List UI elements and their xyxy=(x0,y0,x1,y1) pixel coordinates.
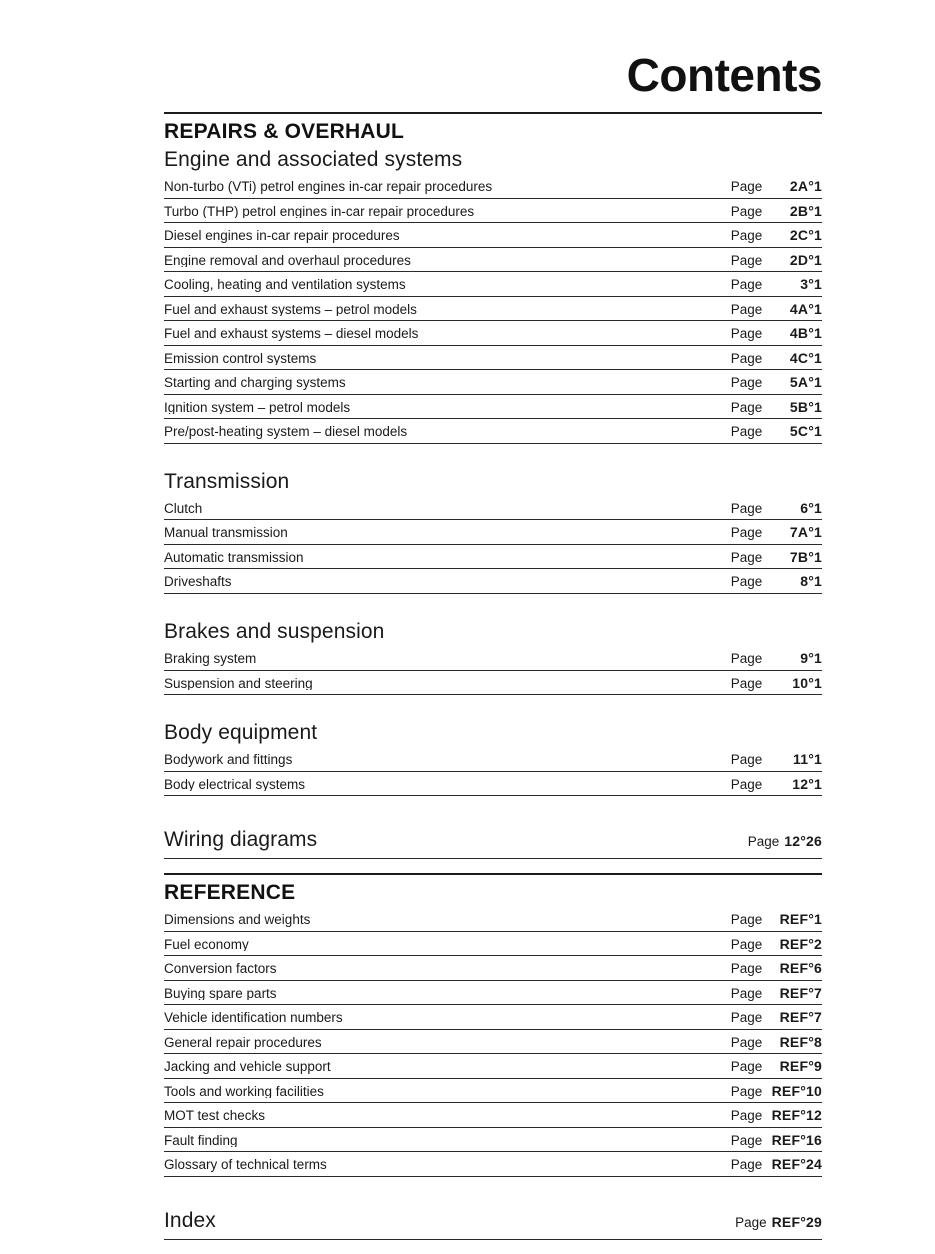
page-reference: 4B°1 xyxy=(789,325,822,342)
page-label: Page xyxy=(730,179,763,195)
page-label: Page xyxy=(730,1034,763,1050)
page-reference: 8°1 xyxy=(800,573,822,590)
subsection-heading-engine: Engine and associated systems xyxy=(164,148,463,172)
page-label: Page xyxy=(747,834,780,850)
page-label: Page xyxy=(730,399,763,415)
toc-entry-page xyxy=(731,302,822,317)
section-spacer xyxy=(164,1240,822,1254)
toc-entry[interactable] xyxy=(164,956,822,980)
section-spacer xyxy=(164,444,822,466)
page-label: Page xyxy=(730,375,763,391)
toc-entry-page xyxy=(731,777,822,792)
index-page xyxy=(735,1214,822,1230)
toc-entry-title: Braking system xyxy=(164,652,257,666)
toc-entry-page xyxy=(731,1133,822,1148)
toc-entry-page xyxy=(731,277,822,292)
toc-entry-title: General repair procedures xyxy=(164,1035,322,1050)
index[interactable] xyxy=(164,1207,822,1239)
section-spacer xyxy=(164,796,822,826)
wiring-diagrams[interactable] xyxy=(164,826,822,858)
page-label: Page xyxy=(730,228,763,244)
toc-entry[interactable] xyxy=(164,1079,822,1103)
toc-entry-title: Glossary of technical terms xyxy=(164,1158,327,1172)
toc-entry-title: Ignition system – petrol models xyxy=(164,400,351,415)
toc-entry[interactable] xyxy=(164,248,822,272)
toc-entry[interactable] xyxy=(164,395,822,419)
section-rule xyxy=(164,873,822,875)
toc-entry-title: Tools and working facilities xyxy=(164,1084,324,1099)
section-spacer xyxy=(164,594,822,616)
toc-entry-page xyxy=(731,501,822,516)
toc-entry-page xyxy=(731,574,822,589)
toc-entry-page xyxy=(731,253,822,268)
toc-entry-title: Fuel and exhaust systems – diesel models xyxy=(164,327,419,341)
page-reference: 4A°1 xyxy=(789,300,822,317)
page-label: Page xyxy=(730,1083,763,1099)
toc-entry-page xyxy=(731,351,822,366)
toc-entry[interactable] xyxy=(164,370,822,394)
page-reference: REF°6 xyxy=(779,960,822,977)
toc-entry-title: Manual transmission xyxy=(164,526,288,540)
page-reference: REF°2 xyxy=(779,935,822,952)
toc-entry[interactable] xyxy=(164,1054,822,1078)
page-label: Page xyxy=(730,752,763,768)
toc-entry-title: Clutch xyxy=(164,501,203,516)
page-title: Contents xyxy=(626,49,822,101)
page-reference: 10°1 xyxy=(792,674,822,691)
page-label: Page xyxy=(730,1157,763,1173)
toc-entry[interactable] xyxy=(164,569,822,593)
page-label: Page xyxy=(730,574,763,590)
section-spacer xyxy=(164,695,822,717)
toc-entry-page xyxy=(731,1084,822,1099)
section-heading-reference: REFERENCE xyxy=(164,881,296,905)
toc-entry-page xyxy=(731,525,822,540)
toc-entry-title: Jacking and vehicle support xyxy=(164,1060,331,1074)
toc-entry[interactable] xyxy=(164,199,822,223)
section-spacer xyxy=(164,859,822,873)
page-label: Page xyxy=(735,1214,767,1230)
page-label: Page xyxy=(730,1108,763,1124)
toc-entry-title: Body electrical systems xyxy=(164,777,306,792)
toc-entry[interactable] xyxy=(164,981,822,1005)
page-label: Page xyxy=(730,549,763,565)
toc-entry-page xyxy=(731,986,822,1001)
toc-entry-title: Conversion factors xyxy=(164,962,277,976)
page-label: Page xyxy=(730,350,763,366)
toc-entry-title: Automatic transmission xyxy=(164,550,304,565)
toc-entry[interactable] xyxy=(164,1030,822,1054)
page-label: Page xyxy=(730,776,763,792)
toc-entry[interactable] xyxy=(164,932,822,956)
page-reference: REF°10 xyxy=(771,1082,822,1099)
toc-entry-title: Fuel economy xyxy=(164,937,249,952)
toc-entry[interactable] xyxy=(164,223,822,247)
page-reference: REF°8 xyxy=(779,1033,822,1050)
toc-entry-page xyxy=(731,550,822,565)
toc-entry-title: Dimensions and weights xyxy=(164,913,311,927)
page-label: Page xyxy=(730,675,763,691)
toc-entry-title: Suspension and steering xyxy=(164,676,313,691)
page-reference: REF°16 xyxy=(771,1131,822,1148)
toc-entry-title: Diesel engines in-car repair procedures xyxy=(164,229,400,243)
page-label: Page xyxy=(730,1132,763,1148)
page-reference: 7A°1 xyxy=(789,524,822,541)
page-label: Page xyxy=(730,424,763,440)
page-reference: 9°1 xyxy=(800,650,822,667)
wiring-diagrams-page xyxy=(748,833,822,849)
toc-entry[interactable] xyxy=(164,1152,822,1176)
page-reference: REF°1 xyxy=(779,911,822,928)
toc-entry-page xyxy=(731,676,822,691)
toc-entry[interactable] xyxy=(164,321,822,345)
page-reference: 6°1 xyxy=(800,499,822,516)
page-reference: 5A°1 xyxy=(789,374,822,391)
toc-entry-title: Fault finding xyxy=(164,1133,238,1148)
page-reference: 2B°1 xyxy=(789,202,822,219)
page-label: Page xyxy=(730,912,763,928)
page-reference: 4C°1 xyxy=(789,349,822,366)
page-reference: 11°1 xyxy=(793,751,822,768)
toc-entry[interactable] xyxy=(164,346,822,370)
toc-entry-page xyxy=(731,937,822,952)
toc-entry[interactable] xyxy=(164,272,822,296)
toc-entry-title: MOT test checks xyxy=(164,1109,266,1123)
contents-body xyxy=(164,112,822,1254)
page-reference: 12°26 xyxy=(784,833,822,850)
page-label: Page xyxy=(730,1059,763,1075)
page-reference: REF°7 xyxy=(779,984,822,1001)
toc-entry[interactable] xyxy=(164,1103,822,1127)
toc-entry-page xyxy=(731,179,822,194)
page-label: Page xyxy=(730,961,763,977)
toc-entry-title: Driveshafts xyxy=(164,575,232,589)
page-reference: REF°29 xyxy=(771,1213,822,1230)
page-label: Page xyxy=(730,936,763,952)
page-reference: 5B°1 xyxy=(789,398,822,415)
toc-entry[interactable] xyxy=(164,297,822,321)
toc-entry-page xyxy=(731,1108,822,1123)
toc-entry[interactable] xyxy=(164,772,822,796)
toc-entry-page xyxy=(731,752,822,767)
toc-entry-page xyxy=(731,326,822,341)
toc-entry[interactable] xyxy=(164,496,822,520)
toc-entry-title: Vehicle identification numbers xyxy=(164,1011,343,1025)
toc-entry-page xyxy=(731,1010,822,1025)
page-label: Page xyxy=(730,1010,763,1026)
toc-entry-page xyxy=(731,424,822,439)
page-label: Page xyxy=(730,203,763,219)
page-label: Page xyxy=(730,500,763,516)
toc-entry-page xyxy=(731,400,822,415)
toc-entry-title: Emission control systems xyxy=(164,351,317,366)
toc-entry-title: Starting and charging systems xyxy=(164,376,346,390)
toc-entry-title: Bodywork and fittings xyxy=(164,753,293,767)
page-reference: REF°9 xyxy=(779,1058,822,1075)
toc-entry-page xyxy=(731,651,822,666)
toc-entry[interactable] xyxy=(164,1005,822,1029)
page-reference: REF°24 xyxy=(771,1156,822,1173)
toc-entry[interactable] xyxy=(164,747,822,771)
page-reference: REF°7 xyxy=(779,1009,822,1026)
toc-entry-title: Buying spare parts xyxy=(164,986,277,1001)
toc-entry-page xyxy=(731,1035,822,1050)
toc-entry-page xyxy=(731,228,822,243)
toc-entry-title: Fuel and exhaust systems – petrol models xyxy=(164,302,417,317)
toc-entry[interactable] xyxy=(164,907,822,931)
page-reference: 12°1 xyxy=(792,775,822,792)
subsection-heading-brakes-suspension: Brakes and suspension xyxy=(164,619,385,643)
toc-entry-page xyxy=(731,1059,822,1074)
page-reference: 5C°1 xyxy=(789,423,822,440)
page-label: Page xyxy=(730,277,763,293)
page-label: Page xyxy=(730,326,763,342)
page-label: Page xyxy=(730,985,763,1001)
toc-entry[interactable] xyxy=(164,1128,822,1152)
page-reference: 2C°1 xyxy=(789,227,822,244)
toc-entry-page xyxy=(731,1157,822,1172)
toc-entry-page xyxy=(731,375,822,390)
section-spacer xyxy=(164,1177,822,1207)
toc-entry-title: Non-turbo (VTi) petrol engines in-car repair procedures xyxy=(164,180,493,194)
page-label: Page xyxy=(730,252,763,268)
toc-entry-title: Engine removal and overhaul procedures xyxy=(164,253,411,268)
section-heading-repairs-overhaul: REPAIRS & OVERHAUL xyxy=(164,120,405,143)
page-reference: REF°12 xyxy=(771,1107,822,1124)
page-label: Page xyxy=(730,651,763,667)
toc-entry-title: Turbo (THP) petrol engines in-car repair procedures xyxy=(164,204,475,219)
page-label: Page xyxy=(730,301,763,317)
page-reference: 7B°1 xyxy=(789,548,822,565)
subsection-heading-body-equipment: Body equipment xyxy=(164,721,318,745)
toc-entry-page xyxy=(731,961,822,976)
toc-entry[interactable] xyxy=(164,646,822,670)
toc-entry-title: Cooling, heating and ventilation systems xyxy=(164,278,406,292)
section-rule xyxy=(164,112,822,114)
page-reference: 2A°1 xyxy=(789,178,822,195)
page-title-row xyxy=(164,49,822,101)
wiring-diagrams-label: Wiring diagrams xyxy=(164,828,318,852)
page-reference: 2D°1 xyxy=(789,251,822,268)
page-reference: 3°1 xyxy=(800,276,822,293)
toc-entry[interactable] xyxy=(164,545,822,569)
page-label: Page xyxy=(730,525,763,541)
toc-entry-title: Pre/post-heating system – diesel models xyxy=(164,425,408,439)
subsection-heading-transmission: Transmission xyxy=(164,469,290,493)
toc-entry[interactable] xyxy=(164,671,822,695)
toc-entry-page xyxy=(731,204,822,219)
index-label: Index xyxy=(164,1208,216,1232)
toc-entry-page xyxy=(731,912,822,927)
toc-entry[interactable] xyxy=(164,520,822,544)
toc-entry[interactable] xyxy=(164,174,822,198)
toc-entry[interactable] xyxy=(164,419,822,443)
